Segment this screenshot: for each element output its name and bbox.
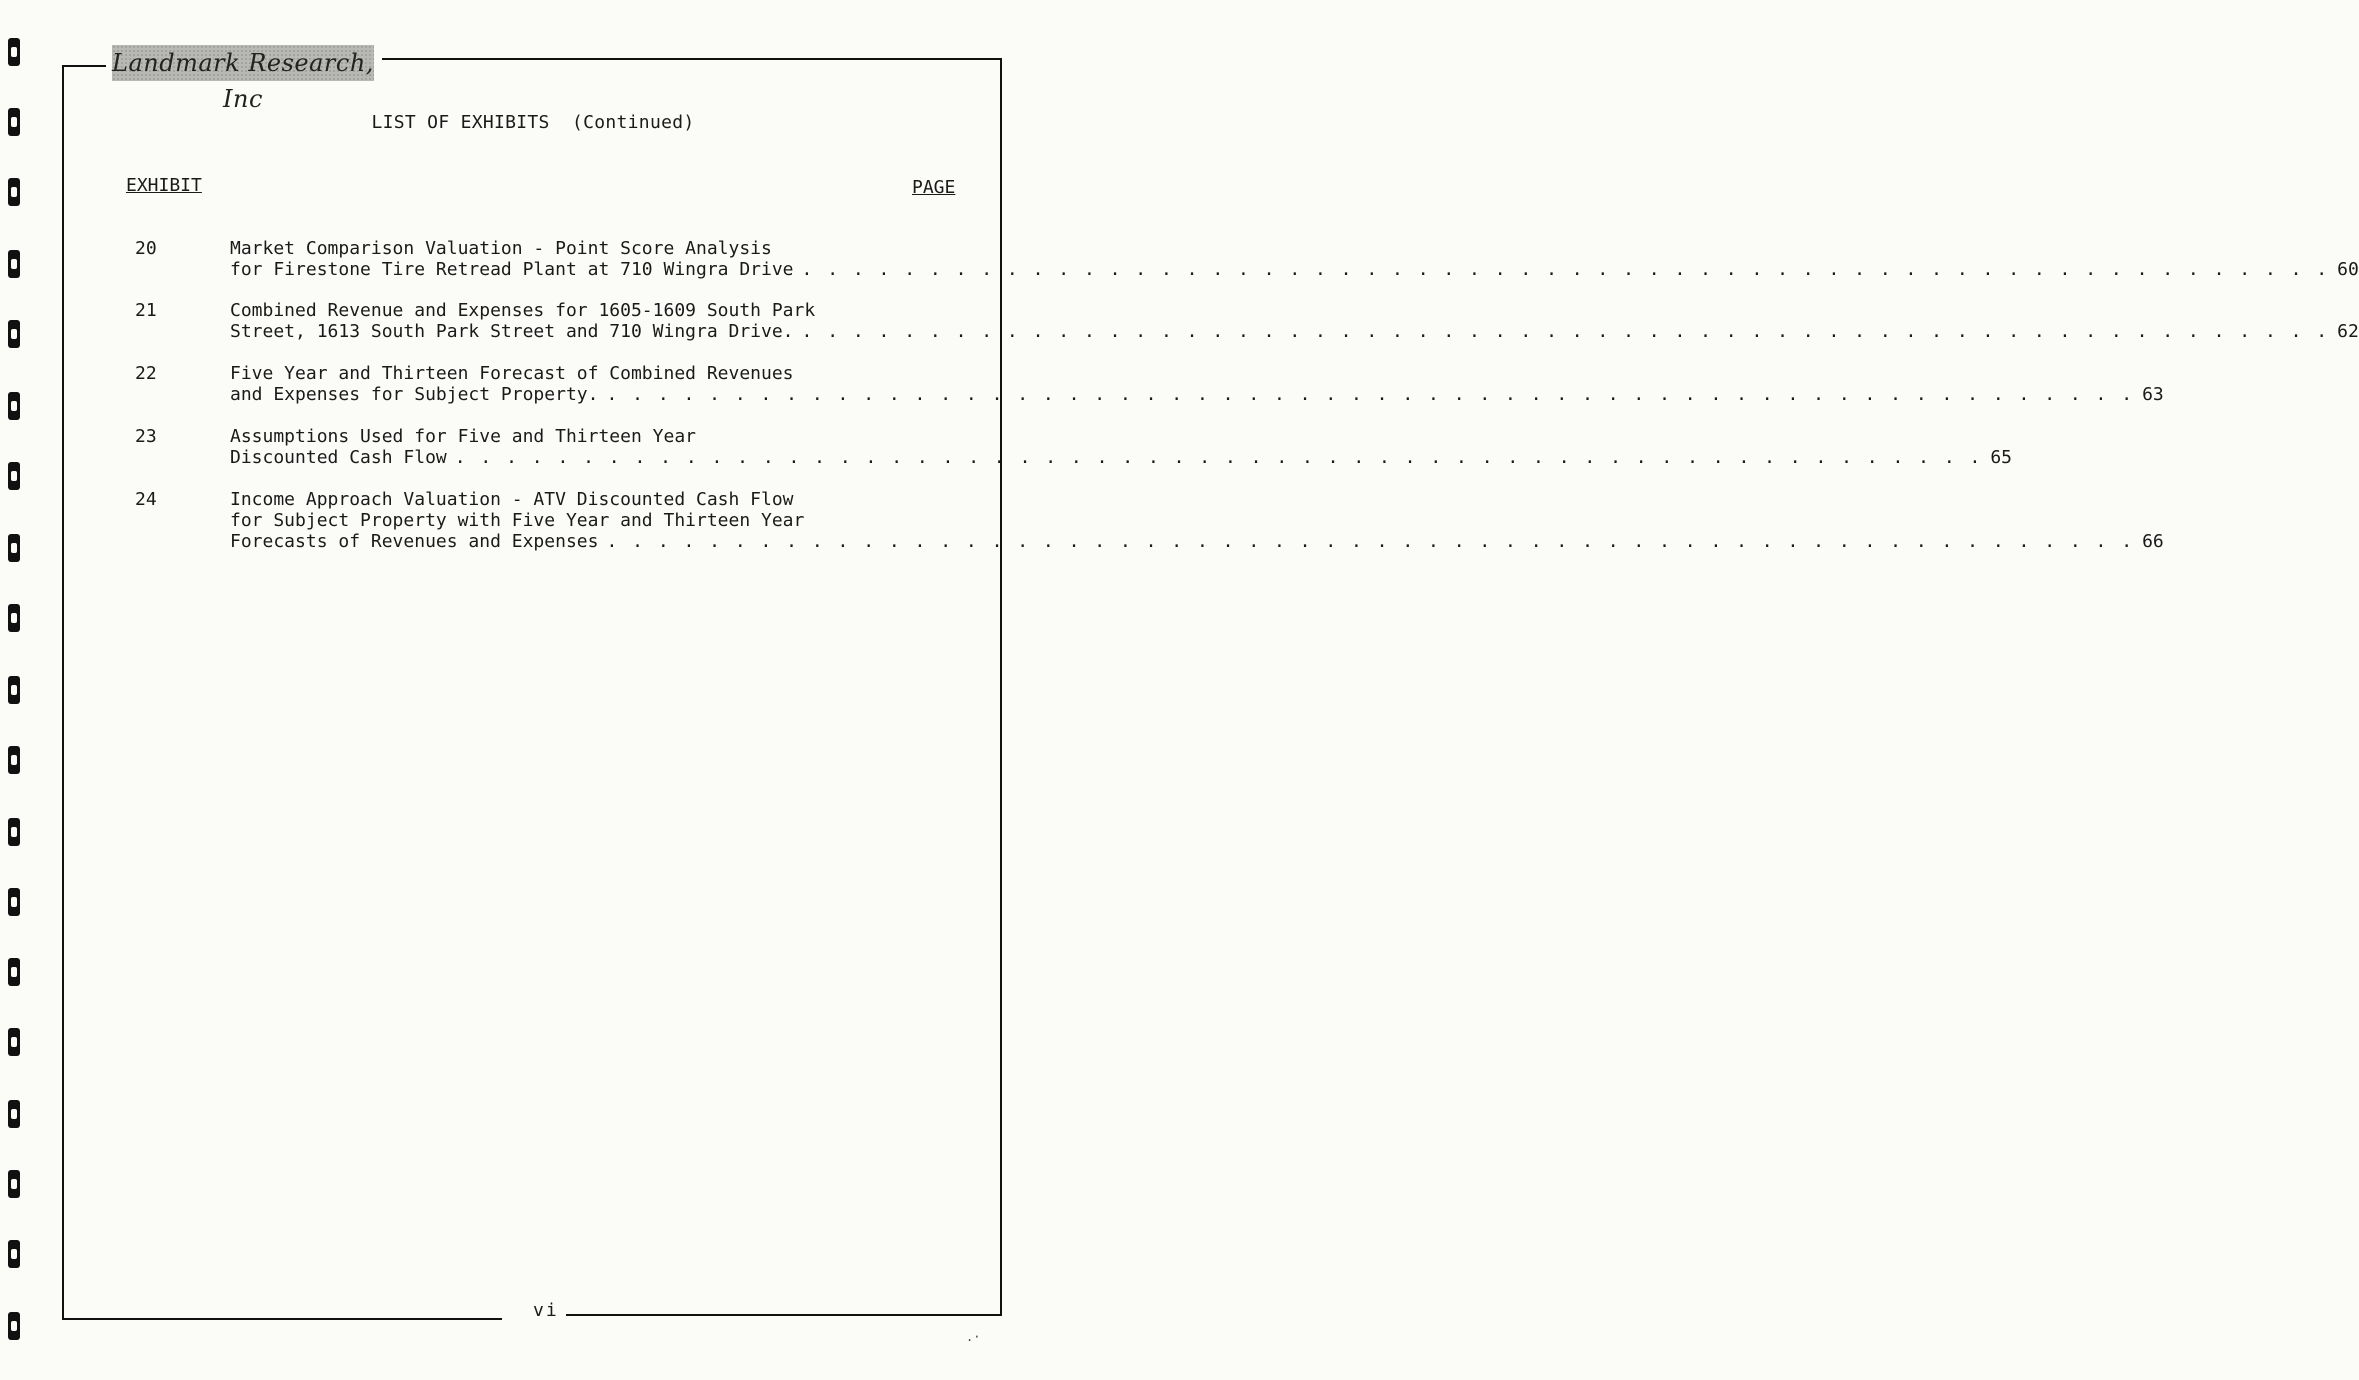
binder-hole [8, 534, 20, 562]
exhibit-description [230, 238, 2359, 280]
binder-hole [8, 1028, 20, 1056]
binder-holes [8, 38, 22, 1358]
frame-left [62, 65, 64, 1320]
page-number: vi [533, 1300, 559, 1321]
dot-leader: . . . . . . . . . . . . . . . . . . . . . . . . . . . . . . . . . . . . . . . . . . . . . . . . . . . . . . . . . . . . [454, 447, 1983, 468]
dot-leader: . . . . . . . . . . . . . . . . . . . . . . . . . . . . . . . . . . . . . . . . . . . . . . . . . . . . . . . . . . . . [606, 384, 2135, 405]
dot-leader: . . . . . . . . . . . . . . . . . . . . . . . . . . . . . . . . . . . . . . . . . . . . . . . . . . . . . . . . . . . . [801, 321, 2330, 342]
page-title [0, 112, 1066, 133]
exhibit-description-line: Market Comparison Valuation - Point Score Analysis [230, 238, 772, 259]
binder-hole [8, 462, 20, 490]
exhibit-description-text: for Firestone Tire Retread Plant at 710 Wingra Drive [230, 259, 794, 280]
binder-hole [8, 1312, 20, 1340]
exhibit-description-text: Discounted Cash Flow [230, 447, 447, 468]
binder-hole [8, 1100, 20, 1128]
exhibit-description-line: for Subject Property with Five Year and Thirteen Year [230, 510, 805, 531]
binder-hole [8, 178, 20, 206]
binder-hole [8, 320, 20, 348]
exhibit-description-text: Street, 1613 South Park Street and 710 Wingra Drive. [230, 321, 794, 342]
exhibit-number: 24 [135, 489, 157, 510]
binder-hole [8, 958, 20, 986]
exhibit-description-line: Combined Revenue and Expenses for 1605-1609 South Park [230, 300, 816, 321]
exhibit-description-line [230, 321, 2359, 342]
exhibit-description-line [230, 384, 2164, 405]
exhibit-description-line [230, 259, 2359, 280]
binder-hole [8, 250, 20, 278]
exhibit-description-line [230, 447, 2013, 468]
binder-hole [8, 746, 20, 774]
frame-top-right [382, 58, 1002, 60]
dot-leader: . . . . . . . . . . . . . . . . . . . . . . . . . . . . . . . . . . . . . . . . . . . . . . . . . . . . . . . . . . . . [801, 259, 2330, 280]
binder-hole [8, 1240, 20, 1268]
frame-top-left [62, 65, 106, 67]
exhibit-page-number: 60 [2337, 259, 2359, 280]
frame-bottom-right [566, 1314, 1002, 1316]
exhibit-page-number: 62 [2337, 321, 2359, 342]
exhibit-description-line: Income Approach Valuation - ATV Discounted Cash Flow [230, 489, 794, 510]
binder-hole [8, 676, 20, 704]
exhibit-page-number: 63 [2142, 384, 2164, 405]
exhibit-description-line: Five Year and Thirteen Forecast of Combined Revenues [230, 363, 794, 384]
dot-leader: . . . . . . . . . . . . . . . . . . . . . . . . . . . . . . . . . . . . . . . . . . . . . . . . . . . . . . . . . . . . [606, 531, 2135, 552]
exhibit-number: 21 [135, 300, 157, 321]
exhibit-page-number: 65 [1990, 447, 2013, 468]
exhibit-description-line: Assumptions Used for Five and Thirteen Year [230, 426, 696, 447]
scan-speck: .· [966, 1330, 981, 1344]
exhibit-description [230, 426, 2013, 468]
exhibit-number: 23 [135, 426, 157, 447]
binder-hole [8, 38, 20, 66]
exhibit-column-header: EXHIBIT [126, 175, 202, 196]
title-text: LIST OF EXHIBITS [371, 112, 550, 133]
title-continued: (Continued) [571, 112, 695, 133]
exhibit-description-text: Forecasts of Revenues and Expenses [230, 531, 599, 552]
exhibit-number: 22 [135, 363, 157, 384]
company-logo [112, 45, 374, 113]
frame-bottom-left [62, 1318, 502, 1320]
frame-right [1000, 58, 1002, 1316]
binder-hole [8, 888, 20, 916]
exhibit-description [230, 300, 2359, 342]
binder-hole [8, 1170, 20, 1198]
exhibit-description-text: and Expenses for Subject Property. [230, 384, 599, 405]
binder-hole [8, 392, 20, 420]
exhibit-description [230, 363, 2164, 405]
page-column-header: PAGE [912, 177, 956, 198]
exhibit-description-line [230, 531, 2164, 552]
exhibit-number: 20 [135, 238, 157, 259]
binder-hole [8, 818, 20, 846]
exhibit-page-number: 66 [2142, 531, 2164, 552]
binder-hole [8, 604, 20, 632]
exhibit-description [230, 489, 2164, 552]
logo-text: Landmark Research, Inc [112, 49, 374, 113]
